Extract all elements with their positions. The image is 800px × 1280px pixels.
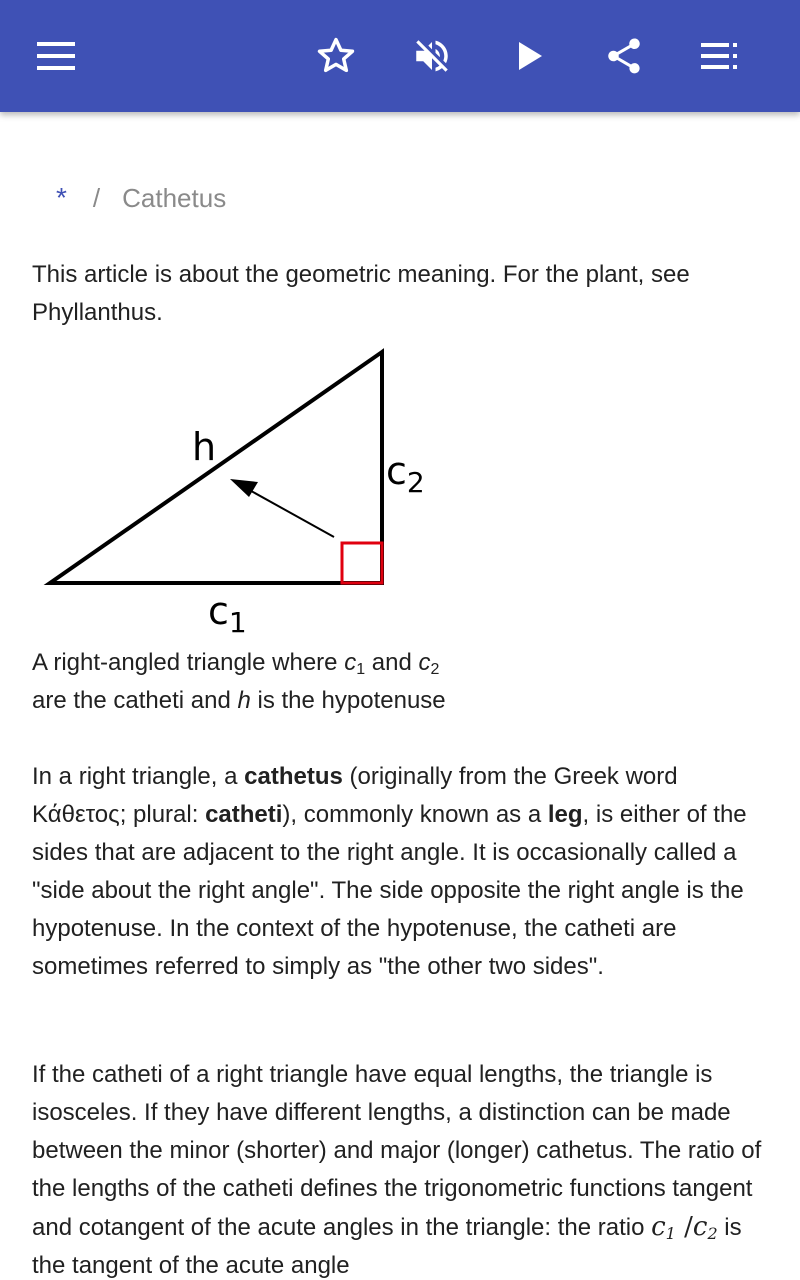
figure-caption: A right-angled triangle where $c_1$ and $c_2$ are the catheti and h is the hypotenuse [32, 649, 446, 714]
intro-paragraph: In a right triangle, a cathetus (originally from the Greek word Κάθετος; plural: catheti), commonly known as a leg, is either of the sides that are adjacent to the right angle. It is occasionally called a "side about the right angle". The side opposite the right angle is the hypotenuse. In the context of the hypotenuse, the catheti are sometimes referred to simply as "the other two sides". [32, 763, 747, 980]
right-angle-marker [342, 543, 382, 583]
phyllanthus-link[interactable]: Phyllanthus [32, 299, 157, 326]
hatnote-end: . [156, 299, 163, 326]
breadcrumb-home[interactable]: * [56, 182, 67, 213]
article-content [0, 112, 800, 1280]
hamburger-menu-icon [37, 42, 75, 70]
bookmark-button[interactable] [308, 28, 364, 84]
label-h: h [192, 425, 217, 469]
play-button[interactable] [502, 28, 558, 84]
app-bar [0, 0, 800, 112]
contents-list-icon [701, 43, 739, 69]
table-of-contents-button[interactable] [692, 28, 748, 84]
share-button[interactable] [596, 28, 652, 84]
breadcrumb-separator: / [92, 183, 101, 213]
breadcrumb-current: Cathetus [122, 183, 227, 213]
share-icon [603, 35, 645, 77]
label-c2: $c_2$ [386, 449, 425, 499]
star-outline-icon [315, 35, 357, 77]
math-ratio: $c_1$ $/c_2$ [651, 1212, 718, 1243]
volume-off-icon [411, 35, 453, 77]
ratio-paragraph: If the catheti of a right triangle have equal lengths, the triangle is isosceles. If they have different lengths, a distinction can be made between the minor (shorter) and major (longer) cathetus. The ratio of the lengths of the catheti defines the trigonometric functions tangent and cotangent of the acute angles in the triangle: the ratio $c_1$ $/c_2$ is the tangent of the acute angle [32, 1061, 762, 1279]
breadcrumb [56, 180, 226, 216]
play-icon [515, 40, 545, 72]
triangle-figure[interactable] [32, 344, 442, 640]
hatnote [32, 256, 772, 332]
hatnote-text: This article is about the geometric meaning. For the plant, see [32, 261, 690, 288]
right-triangle-diagram [32, 344, 442, 640]
arrow-head [230, 479, 258, 497]
mute-button[interactable] [404, 28, 460, 84]
menu-button[interactable] [28, 28, 84, 84]
arrow-shaft [244, 487, 334, 537]
label-c1: $c_1$ [208, 589, 247, 639]
